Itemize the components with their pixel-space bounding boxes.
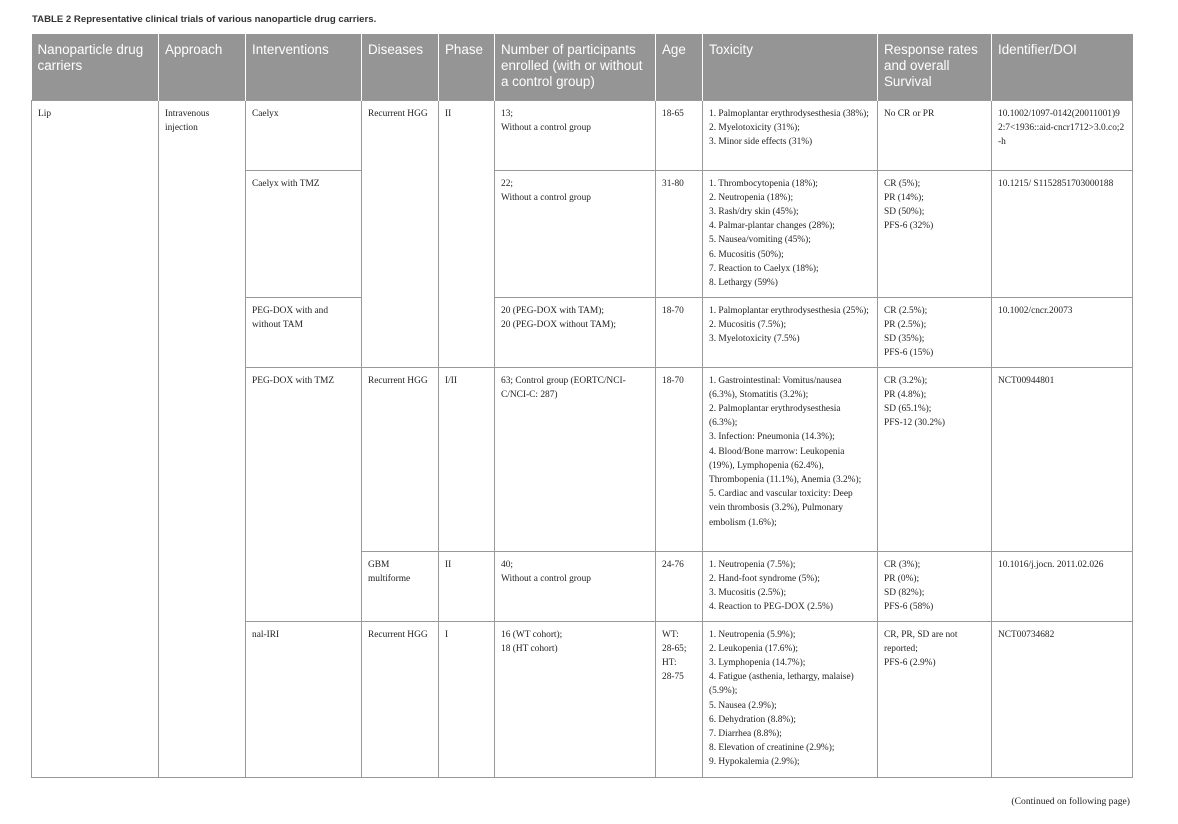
- identifier-cell: NCT00734682: [992, 621, 1133, 777]
- toxicity-item: 8. Elevation of creatinine (2.9%);: [709, 743, 835, 754]
- toxicity-cell: [703, 367, 878, 551]
- toxicity-cell: [703, 621, 878, 777]
- toxicity-item: 3. Myelotoxicity (7.5%): [709, 333, 800, 344]
- toxicity-item: 1. Neutropenia (5.9%);: [709, 629, 796, 640]
- toxicity-cell: [703, 297, 878, 367]
- table-caption: TABLE 2 Representative clinical trials of various nanoparticle drug carriers.: [32, 14, 377, 25]
- header-approach: Approach: [159, 34, 246, 100]
- participants-line: 16 (WT cohort);: [501, 629, 563, 640]
- response-cell: [878, 551, 992, 621]
- age-line: HT:: [662, 657, 677, 668]
- intervention-cell: Caelyx: [246, 100, 362, 170]
- carrier-cell: Lip: [32, 100, 159, 777]
- response-cell: [878, 100, 992, 170]
- response-item: CR (3%);: [884, 559, 921, 570]
- toxicity-item: 4. Fatigue (asthenia, lethargy, malaise) (5.9%);: [709, 672, 854, 697]
- toxicity-item: 9. Hypokalemia (2.9%);: [709, 757, 800, 768]
- toxicity-item: 5. Cardiac and vascular toxicity: Deep vein thrombosis (3.2%), Pulmonary embolism (1.6%);: [709, 489, 853, 528]
- intervention-cell: PEG-DOX with TMZ: [246, 367, 362, 621]
- header-interventions: Interventions: [246, 34, 362, 100]
- toxicity-item: 1. Neutropenia (7.5%);: [709, 559, 796, 570]
- identifier-cell: 10.1215/ S1152851703000188: [992, 170, 1133, 297]
- toxicity-item: 3. Lymphopenia (14.7%);: [709, 657, 806, 668]
- disease-cell: Recurrent HGG: [362, 367, 439, 551]
- participants-line: 63; Control group (EORTC/NCI-C/NCI-C: 287): [501, 375, 626, 400]
- toxicity-item: 6. Mucositis (50%);: [709, 249, 784, 260]
- toxicity-item: 7. Diarrhea (8.8%);: [709, 728, 782, 739]
- response-cell: [878, 367, 992, 551]
- response-item: SD (65.1%);: [884, 403, 932, 414]
- clinical-trials-table: [31, 34, 1133, 778]
- header-response: Response rates and overall Survival: [878, 34, 992, 100]
- age-cell: [656, 100, 703, 170]
- identifier-cell: NCT00944801: [992, 367, 1133, 551]
- header-row: [32, 34, 1133, 100]
- response-item: PFS-6 (15%): [884, 348, 934, 359]
- toxicity-item: 5. Nausea/vomiting (45%);: [709, 235, 811, 246]
- disease-cell: GBM multiforme: [362, 551, 439, 621]
- response-item: PR (2.5%);: [884, 319, 927, 330]
- participants-line: 22;: [501, 178, 513, 189]
- toxicity-item: 8. Lethargy (59%): [709, 277, 778, 288]
- header-diseases: Diseases: [362, 34, 439, 100]
- header-phase: Phase: [439, 34, 495, 100]
- response-item: SD (35%);: [884, 333, 925, 344]
- header-age: Age: [656, 34, 703, 100]
- response-item: PR (14%);: [884, 192, 924, 203]
- table-row: [32, 100, 1133, 170]
- response-item: PR (4.8%);: [884, 389, 927, 400]
- participants-cell: [495, 170, 656, 297]
- toxicity-item: 5. Nausea (2.9%);: [709, 700, 777, 711]
- participants-line: 20 (PEG-DOX with TAM);: [501, 305, 604, 316]
- participants-line: Without a control group: [501, 122, 591, 133]
- response-cell: [878, 170, 992, 297]
- participants-line: 20 (PEG-DOX without TAM);: [501, 319, 616, 330]
- response-item: PR (0%);: [884, 573, 920, 584]
- response-item: CR (2.5%);: [884, 305, 928, 316]
- identifier-cell: 10.1002/cncr.20073: [992, 297, 1133, 367]
- toxicity-item: 2. Neutropenia (18%);: [709, 192, 794, 203]
- response-item: CR (5%);: [884, 178, 921, 189]
- phase-cell: II: [439, 551, 495, 621]
- participants-line: 13;: [501, 108, 513, 119]
- participants-cell: [495, 551, 656, 621]
- toxicity-item: 2. Mucositis (7.5%);: [709, 319, 787, 330]
- approach-cell: Intravenous injection: [159, 100, 246, 777]
- toxicity-item: 2. Myelotoxicity (31%);: [709, 122, 800, 133]
- intervention-cell: PEG-DOX with and without TAM: [246, 297, 362, 367]
- toxicity-item: 6. Dehydration (8.8%);: [709, 714, 796, 725]
- response-item: PFS-6 (58%): [884, 602, 934, 613]
- toxicity-item: 3. Minor side effects (31%): [709, 136, 813, 147]
- toxicity-item: 3. Infection: Pneumonia (14.3%);: [709, 432, 835, 443]
- response-item: PFS-6 (2.9%): [884, 657, 936, 668]
- age-line: 28-65;: [662, 643, 687, 654]
- header-carriers: Nanoparticle drug carriers: [32, 34, 159, 100]
- disease-cell: Recurrent HGG: [362, 100, 439, 367]
- age-line: 31-80: [662, 178, 684, 189]
- response-item: PFS-6 (32%): [884, 221, 934, 232]
- response-cell: [878, 297, 992, 367]
- response-item: No CR or PR: [884, 108, 935, 119]
- phase-cell: I/II: [439, 367, 495, 551]
- response-item: SD (50%);: [884, 206, 925, 217]
- toxicity-item: 2. Palmoplantar erythrodysesthesia (6.3%);: [709, 403, 841, 429]
- age-cell: [656, 621, 703, 777]
- age-line: 18-70: [662, 375, 684, 386]
- header-identifier: Identifier/DOI: [992, 34, 1133, 100]
- age-line: 24-76: [662, 559, 684, 570]
- participants-cell: [495, 621, 656, 777]
- toxicity-item: 7. Reaction to Caelyx (18%);: [709, 263, 819, 274]
- participants-cell: [495, 367, 656, 551]
- phase-cell: II: [439, 100, 495, 367]
- age-line: WT:: [662, 629, 679, 640]
- disease-cell: Recurrent HGG: [362, 621, 439, 777]
- response-item: CR (3.2%);: [884, 375, 928, 386]
- participants-line: Without a control group: [501, 192, 591, 203]
- participants-line: 18 (HT cohort): [501, 643, 558, 654]
- participants-line: Without a control group: [501, 573, 591, 584]
- age-line: 18-70: [662, 305, 684, 316]
- age-line: 28-75: [662, 672, 684, 683]
- toxicity-item: 2. Leukopenia (17.6%);: [709, 643, 799, 654]
- toxicity-item: 4. Palmar-plantar changes (28%);: [709, 221, 835, 232]
- toxicity-item: 4. Blood/Bone marrow: Leukopenia (19%), Lymphopenia (62.4%), Thrombopenia (11.1%), Anemia (3.2%);: [709, 446, 862, 485]
- toxicity-cell: [703, 551, 878, 621]
- toxicity-item: 1. Thrombocytopenia (18%);: [709, 178, 818, 189]
- intervention-cell: Caelyx with TMZ: [246, 170, 362, 297]
- age-cell: [656, 297, 703, 367]
- response-item: CR, PR, SD are not reported;: [884, 629, 958, 654]
- response-cell: [878, 621, 992, 777]
- toxicity-item: 3. Mucositis (2.5%);: [709, 587, 787, 598]
- header-participants: Number of participants enrolled (with or without a control group): [495, 34, 656, 100]
- continued-note: (Continued on following page): [1011, 796, 1130, 807]
- participants-cell: [495, 297, 656, 367]
- toxicity-item: 4. Reaction to PEG-DOX (2.5%): [709, 602, 833, 613]
- phase-cell: I: [439, 621, 495, 777]
- header-toxicity: Toxicity: [703, 34, 878, 100]
- participants-line: 40;: [501, 559, 513, 570]
- age-cell: [656, 170, 703, 297]
- toxicity-item: 3. Rash/dry skin (45%);: [709, 206, 799, 217]
- intervention-cell: nal-IRI: [246, 621, 362, 777]
- toxicity-item: 1. Palmoplantar erythrodysesthesia (38%);: [709, 108, 869, 119]
- toxicity-cell: [703, 170, 878, 297]
- age-cell: [656, 551, 703, 621]
- toxicity-item: 2. Hand-foot syndrome (5%);: [709, 573, 820, 584]
- participants-cell: [495, 100, 656, 170]
- age-line: 18-65: [662, 108, 684, 119]
- age-cell: [656, 367, 703, 551]
- response-item: SD (82%);: [884, 587, 925, 598]
- identifier-cell: 10.1002/1097-0142(20011001)92:7<1936::aid-cncr1712>3.0.co;2-h: [992, 100, 1133, 170]
- response-item: PFS-12 (30.2%): [884, 418, 945, 429]
- toxicity-item: 1. Gastrointestinal: Vomitus/nausea (6.3%), Stomatitis (3.2%);: [709, 375, 842, 400]
- identifier-cell: 10.1016/j.jocn. 2011.02.026: [992, 551, 1133, 621]
- toxicity-cell: [703, 100, 878, 170]
- toxicity-item: 1. Palmoplantar erythrodysesthesia (25%);: [709, 305, 869, 316]
